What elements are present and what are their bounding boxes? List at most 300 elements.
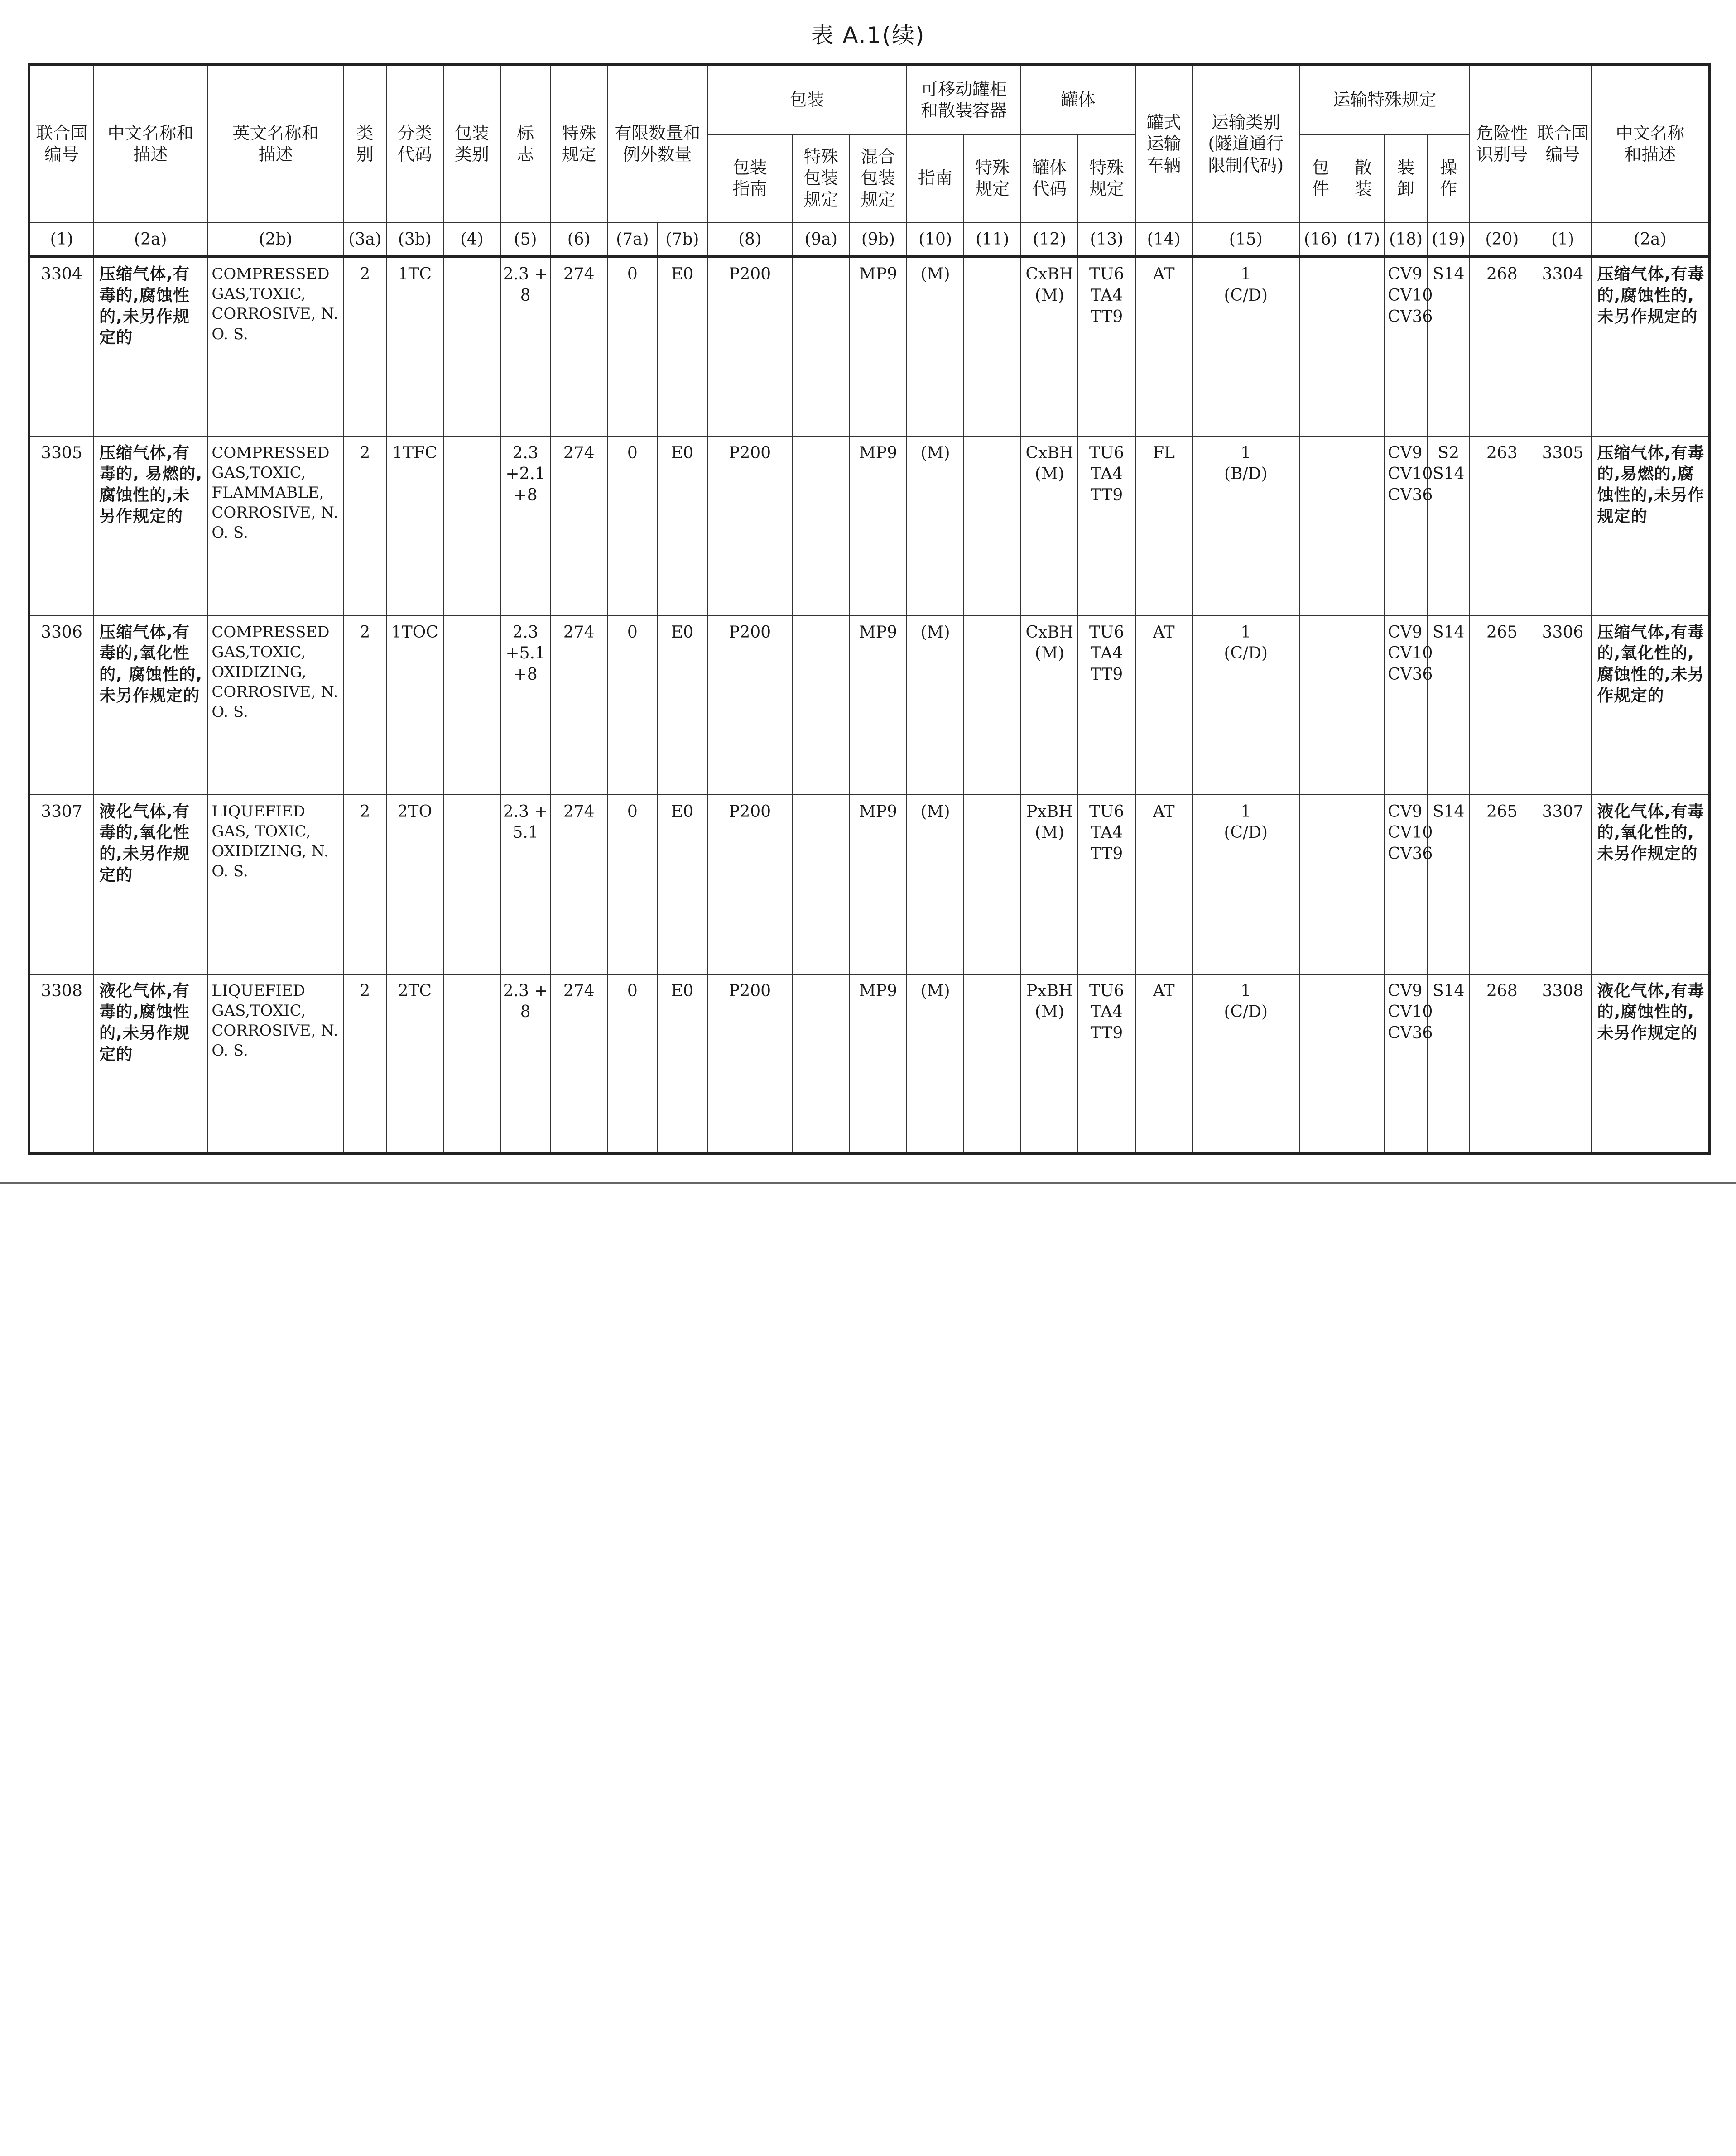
cell-text: 液化气体,有毒的,氧化性的,未另作规定的 (1597, 802, 1705, 864)
table-title: 表 A.1(续) (811, 22, 925, 48)
cell-name-en (207, 615, 343, 795)
column-number: (7b) (657, 222, 707, 257)
cell-mixed-packing (850, 974, 907, 1153)
cell-text: E0 (671, 981, 694, 1000)
cell-packing-instruction (707, 257, 793, 436)
cell-text: TU6 TA4 TT9 (1089, 443, 1125, 505)
page-divider (0, 1182, 1736, 1184)
cell-text: 2 (360, 443, 370, 462)
header-name-zh: 中文名称和 描述 (93, 65, 207, 222)
cell-un-number-end (1534, 436, 1591, 615)
cell-text: P200 (729, 981, 771, 1000)
dangerous-goods-table (28, 63, 1711, 1155)
cell-ts-loading (1385, 974, 1433, 1153)
cell-portable-instruction (907, 436, 964, 615)
cell-name-en (207, 795, 343, 974)
cell-text: TU6 TA4 TT9 (1089, 802, 1125, 864)
column-number: (1) (29, 222, 93, 257)
cell-ts-loading (1385, 436, 1433, 615)
cell-un-number-end (1534, 257, 1591, 436)
cell-ts-bulk (1342, 974, 1385, 1153)
cell-ts-loading (1385, 257, 1433, 436)
cell-special-provisions (550, 795, 607, 974)
cell-text: 1TFC (392, 443, 438, 462)
cell-text: 压缩气体,有毒的,易燃的,腐蚀性的,未另作规定的 (1597, 443, 1705, 526)
header-tank: 罐体 (1021, 65, 1135, 134)
cell-text: 压缩气体,有毒的,氧化性的, 腐蚀性的,未另作规定的 (99, 623, 203, 705)
cell-special-provisions (550, 615, 607, 795)
column-number: (2a) (93, 222, 207, 257)
cell-hazard-id (1470, 974, 1534, 1153)
header-transport-special: 运输特殊规定 (1299, 65, 1470, 134)
cell-limited-quantity (607, 257, 657, 436)
column-number: (2b) (207, 222, 343, 257)
cell-text: 274 (563, 981, 595, 1000)
header-class-code: 分类 代码 (386, 65, 443, 222)
cell-text: TU6 TA4 TT9 (1089, 623, 1125, 684)
cell-text: 2TO (397, 802, 433, 821)
cell-ts-packages (1299, 615, 1342, 795)
column-number: (6) (550, 222, 607, 257)
cell-limited-quantity (607, 974, 657, 1153)
cell-text: S14 (1432, 981, 1465, 1000)
cell-tank-vehicle (1135, 436, 1193, 615)
cell-text: (M) (920, 265, 950, 283)
header-transport-category: 运输类别 (隧道通行 限制代码) (1193, 65, 1299, 222)
cell-name-zh-end (1592, 615, 1710, 795)
cell-text: 3307 (1542, 802, 1584, 821)
cell-packing-instruction (707, 436, 793, 615)
cell-class-code (386, 257, 443, 436)
cell-name-zh-end (1592, 257, 1710, 436)
cell-text: (M) (920, 981, 950, 1000)
column-number-row (29, 222, 1710, 257)
cell-text: TU6 TA4 TT9 (1089, 981, 1125, 1043)
cell-portable-instruction (907, 974, 964, 1153)
cell-text: 2.3 + 5.1 (503, 802, 548, 842)
cell-text: P200 (729, 443, 771, 462)
cell-excepted-quantity (657, 974, 707, 1153)
cell-name-zh-end (1592, 974, 1710, 1153)
cell-portable-special (964, 974, 1021, 1153)
cell-ts-bulk (1342, 436, 1385, 615)
cell-text: E0 (671, 802, 694, 821)
cell-ts-loading (1385, 795, 1433, 974)
header-packaging: 包装 (707, 65, 907, 134)
cell-text: CV9 CV10 CV36 (1388, 443, 1433, 505)
header-limited-quantity: 有限数量和 例外数量 (607, 65, 707, 222)
cell-tank-vehicle (1135, 615, 1193, 795)
header-portable-instruction: 指南 (907, 134, 964, 222)
cell-text: E0 (671, 265, 694, 283)
cell-tank-special (1078, 257, 1135, 436)
cell-text: 0 (627, 981, 638, 1000)
cell-text: MP9 (859, 802, 897, 821)
cell-excepted-quantity (657, 436, 707, 615)
header-ts-loading: 装 卸 (1385, 134, 1427, 222)
cell-text: FL (1153, 443, 1175, 462)
cell-text: 274 (563, 623, 595, 642)
cell-text: S14 (1432, 802, 1465, 821)
cell-un-number-end (1534, 795, 1591, 974)
cell-portable-special (964, 795, 1021, 974)
header-portable-tanks: 可移动罐柜 和散装容器 (907, 65, 1021, 134)
cell-limited-quantity (607, 615, 657, 795)
cell-transport-category (1193, 974, 1299, 1153)
cell-name-en (207, 974, 343, 1153)
table-row (29, 795, 1710, 974)
column-number: (9a) (793, 222, 850, 257)
header-class: 类 别 (344, 65, 386, 222)
cell-tank-code (1021, 615, 1078, 795)
table-row (29, 615, 1710, 795)
cell-portable-instruction (907, 795, 964, 974)
cell-packing-group (443, 615, 500, 795)
cell-class-code (386, 615, 443, 795)
cell-tank-code (1021, 436, 1078, 615)
cell-text: 压缩气体,有毒的,腐蚀性的,未另作规定的 (1597, 265, 1705, 326)
cell-text: COMPRESSED GAS,TOXIC, CORROSIVE, N. O. S. (212, 265, 338, 343)
column-number: (4) (443, 222, 500, 257)
cell-special-provisions (550, 436, 607, 615)
cell-text: CV9 CV10 CV36 (1388, 623, 1433, 684)
column-number: (15) (1193, 222, 1299, 257)
header-packing-instruction: 包装 指南 (707, 134, 793, 222)
cell-text: 0 (627, 802, 638, 821)
cell-text: 1 (C/D) (1224, 623, 1268, 663)
cell-text: 2TC (398, 981, 432, 1000)
cell-text: 3307 (41, 802, 82, 821)
cell-portable-special (964, 257, 1021, 436)
column-number: (18) (1385, 222, 1427, 257)
cell-text: CxBH (M) (1025, 443, 1074, 484)
cell-name-zh (93, 795, 207, 974)
cell-packing-instruction (707, 795, 793, 974)
column-number: (19) (1427, 222, 1470, 257)
cell-packing-group (443, 436, 500, 615)
cell-text: COMPRESSED GAS,TOXIC, OXIDIZING, CORROSIVE, N. O. S. (212, 623, 338, 721)
cell-text: MP9 (859, 981, 897, 1000)
column-number: (20) (1470, 222, 1534, 257)
cell-text: (M) (920, 802, 950, 821)
cell-portable-instruction (907, 615, 964, 795)
cell-ts-operation (1427, 257, 1470, 436)
header-tank-vehicle: 罐式 运输 车辆 (1135, 65, 1193, 222)
cell-text: S2 S14 (1432, 443, 1465, 484)
cell-text: 265 (1486, 623, 1518, 642)
cell-text: 压缩气体,有毒的,氧化性的,腐蚀性的,未另作规定的 (1597, 623, 1705, 705)
cell-text: 2.3 +2.1 +8 (505, 443, 545, 505)
cell-text: AT (1153, 981, 1175, 1000)
column-number: (9b) (850, 222, 907, 257)
cell-labels (500, 615, 550, 795)
cell-packing-group (443, 795, 500, 974)
cell-text: PxBH (M) (1026, 802, 1073, 842)
cell-ts-packages (1299, 795, 1342, 974)
cell-text: 1 (C/D) (1224, 802, 1268, 842)
cell-special-provisions (550, 974, 607, 1153)
cell-text: 2.3 + 8 (503, 265, 548, 305)
cell-excepted-quantity (657, 615, 707, 795)
cell-transport-category (1193, 795, 1299, 974)
cell-class (344, 257, 386, 436)
cell-text: CxBH (M) (1025, 623, 1074, 663)
header-portable-special: 特殊 规定 (964, 134, 1021, 222)
cell-mixed-packing (850, 615, 907, 795)
cell-text: 3305 (1542, 443, 1584, 462)
cell-labels (500, 257, 550, 436)
cell-packing-instruction (707, 615, 793, 795)
cell-text: 2.3 + 8 (503, 981, 548, 1022)
cell-text: MP9 (859, 265, 897, 283)
header-tank-special: 特殊 规定 (1078, 134, 1135, 222)
cell-ts-operation (1427, 436, 1470, 615)
cell-text: CV9 CV10 CV36 (1388, 802, 1433, 864)
cell-un-number (29, 974, 93, 1153)
cell-class (344, 974, 386, 1153)
column-number: (3a) (344, 222, 386, 257)
cell-text: S14 (1432, 265, 1465, 283)
cell-hazard-id (1470, 615, 1534, 795)
cell-text: 3304 (1542, 265, 1584, 283)
cell-hazard-id (1470, 436, 1534, 615)
cell-text: 液化气体,有毒的,氧化性的,未另作规定的 (99, 802, 190, 884)
cell-text: CV9 CV10 CV36 (1388, 265, 1433, 326)
cell-hazard-id (1470, 257, 1534, 436)
cell-text: (M) (920, 443, 950, 462)
cell-name-zh (93, 257, 207, 436)
cell-text: LIQUEFIED GAS, TOXIC, OXIDIZING, N. O. S. (212, 802, 329, 881)
cell-text: 2.3 +5.1 +8 (505, 623, 545, 684)
cell-text: 液化气体,有毒的,腐蚀性的,未另作规定的 (1597, 981, 1705, 1043)
cell-class-code (386, 974, 443, 1153)
header-hazard-id: 危险性 识别号 (1470, 65, 1534, 222)
table-row (29, 436, 1710, 615)
cell-name-zh (93, 615, 207, 795)
cell-tank-special (1078, 974, 1135, 1153)
cell-tank-code (1021, 795, 1078, 974)
cell-text: 268 (1486, 981, 1518, 1000)
cell-text: 3304 (41, 265, 82, 283)
cell-text: E0 (671, 623, 694, 642)
cell-text: AT (1153, 802, 1175, 821)
column-number: (13) (1078, 222, 1135, 257)
cell-tank-vehicle (1135, 257, 1193, 436)
cell-text: 0 (627, 623, 638, 642)
column-number: (16) (1299, 222, 1342, 257)
cell-ts-bulk (1342, 795, 1385, 974)
cell-un-number-end (1534, 974, 1591, 1153)
column-number: (2a) (1592, 222, 1710, 257)
cell-text: 1 (C/D) (1224, 265, 1268, 305)
cell-tank-vehicle (1135, 795, 1193, 974)
column-number: (3b) (386, 222, 443, 257)
cell-text: LIQUEFIED GAS,TOXIC, CORROSIVE, N. O. S. (212, 981, 338, 1060)
cell-tank-code (1021, 257, 1078, 436)
cell-text: P200 (729, 623, 771, 642)
cell-special-packing (793, 974, 850, 1153)
cell-text: MP9 (859, 623, 897, 642)
cell-text: 2 (360, 981, 370, 1000)
cell-labels (500, 795, 550, 974)
header-name-zh-end: 中文名称 和描述 (1592, 65, 1710, 222)
cell-hazard-id (1470, 795, 1534, 974)
cell-name-zh (93, 974, 207, 1153)
cell-text: 1TOC (391, 623, 438, 642)
cell-packing-instruction (707, 974, 793, 1153)
header-packing-group: 包装 类别 (443, 65, 500, 222)
cell-special-packing (793, 615, 850, 795)
cell-tank-code (1021, 974, 1078, 1153)
cell-text: 3306 (41, 623, 82, 642)
cell-class-code (386, 436, 443, 615)
cell-text: MP9 (859, 443, 897, 462)
cell-text: 1TC (398, 265, 432, 283)
cell-excepted-quantity (657, 257, 707, 436)
cell-portable-instruction (907, 257, 964, 436)
cell-ts-operation (1427, 795, 1470, 974)
cell-text: P200 (729, 265, 771, 283)
table-row (29, 257, 1710, 436)
cell-special-packing (793, 436, 850, 615)
cell-text: 0 (627, 265, 638, 283)
cell-text: P200 (729, 802, 771, 821)
cell-special-provisions (550, 257, 607, 436)
cell-limited-quantity (607, 795, 657, 974)
column-number: (7a) (607, 222, 657, 257)
cell-un-number (29, 795, 93, 974)
cell-special-packing (793, 795, 850, 974)
cell-limited-quantity (607, 436, 657, 615)
column-number: (10) (907, 222, 964, 257)
cell-un-number (29, 615, 93, 795)
cell-un-number (29, 257, 93, 436)
cell-transport-category (1193, 615, 1299, 795)
column-number: (1) (1534, 222, 1591, 257)
cell-text: 1 (C/D) (1224, 981, 1268, 1022)
cell-portable-special (964, 615, 1021, 795)
cell-transport-category (1193, 436, 1299, 615)
table-row (29, 974, 1710, 1153)
header-un-no: 联合国 编号 (29, 65, 93, 222)
cell-portable-special (964, 436, 1021, 615)
header-ts-bulk: 散 装 (1342, 134, 1385, 222)
cell-name-en (207, 257, 343, 436)
cell-class-code (386, 795, 443, 974)
cell-class (344, 436, 386, 615)
cell-text: COMPRESSED GAS,TOXIC, FLAMMABLE, CORROSIVE, N. O. S. (212, 443, 338, 542)
cell-text: 274 (563, 265, 595, 283)
cell-tank-special (1078, 436, 1135, 615)
cell-name-zh-end (1592, 436, 1710, 615)
cell-text: 265 (1486, 802, 1518, 821)
cell-mixed-packing (850, 436, 907, 615)
cell-special-packing (793, 257, 850, 436)
cell-text: PxBH (M) (1026, 981, 1073, 1022)
cell-ts-packages (1299, 974, 1342, 1153)
cell-text: 3306 (1542, 623, 1584, 642)
cell-text: 1 (B/D) (1224, 443, 1268, 484)
cell-ts-bulk (1342, 615, 1385, 795)
cell-text: 压缩气体,有毒的,腐蚀性的,未另作规定的 (99, 265, 190, 347)
header-special-provisions: 特殊 规定 (550, 65, 607, 222)
cell-text: 2 (360, 802, 370, 821)
header-labels: 标 志 (500, 65, 550, 222)
header-mixed-packing: 混合 包装 规定 (850, 134, 907, 222)
cell-ts-packages (1299, 257, 1342, 436)
header-ts-operation: 操 作 (1427, 134, 1470, 222)
cell-tank-special (1078, 795, 1135, 974)
cell-text: 0 (627, 443, 638, 462)
cell-un-number-end (1534, 615, 1591, 795)
column-number: (8) (707, 222, 793, 257)
cell-transport-category (1193, 257, 1299, 436)
cell-ts-loading (1385, 615, 1433, 795)
header-tank-code: 罐体 代码 (1021, 134, 1078, 222)
column-number: (11) (964, 222, 1021, 257)
table-body (29, 257, 1710, 1153)
cell-text: CxBH (M) (1025, 265, 1074, 305)
header-special-packing: 特殊 包装 规定 (793, 134, 850, 222)
cell-text: 3308 (1542, 981, 1584, 1000)
cell-name-zh (93, 436, 207, 615)
cell-text: 压缩气体,有毒的, 易燃的, 腐蚀性的,未另作规定的 (99, 443, 203, 526)
cell-ts-packages (1299, 436, 1342, 615)
header-un-no-end: 联合国 编号 (1534, 65, 1591, 222)
cell-text: 3305 (41, 443, 82, 462)
cell-tank-special (1078, 615, 1135, 795)
cell-name-zh-end (1592, 795, 1710, 974)
cell-labels (500, 974, 550, 1153)
cell-text: TU6 TA4 TT9 (1089, 265, 1125, 326)
cell-class (344, 795, 386, 974)
cell-text: (M) (920, 623, 950, 642)
cell-text: 274 (563, 443, 595, 462)
cell-text: 液化气体,有毒的,腐蚀性的,未另作规定的 (99, 981, 190, 1064)
cell-un-number (29, 436, 93, 615)
cell-class (344, 615, 386, 795)
cell-text: 3308 (41, 981, 82, 1000)
cell-ts-operation (1427, 615, 1470, 795)
cell-mixed-packing (850, 257, 907, 436)
cell-ts-bulk (1342, 257, 1385, 436)
cell-text: 2 (360, 623, 370, 642)
cell-text: CV9 CV10 CV36 (1388, 981, 1433, 1043)
cell-name-en (207, 436, 343, 615)
cell-text: 274 (563, 802, 595, 821)
cell-text: 268 (1486, 265, 1518, 283)
cell-text: AT (1153, 623, 1175, 642)
header-name-en: 英文名称和 描述 (207, 65, 343, 222)
column-number: (14) (1135, 222, 1193, 257)
cell-text: 2 (360, 265, 370, 283)
column-number: (5) (500, 222, 550, 257)
cell-text: 263 (1486, 443, 1518, 462)
cell-labels (500, 436, 550, 615)
header-ts-packages: 包 件 (1299, 134, 1342, 222)
cell-packing-group (443, 974, 500, 1153)
cell-text: S14 (1432, 623, 1465, 642)
cell-excepted-quantity (657, 795, 707, 974)
cell-packing-group (443, 257, 500, 436)
cell-text: AT (1153, 265, 1175, 283)
cell-ts-operation (1427, 974, 1470, 1153)
column-number: (12) (1021, 222, 1078, 257)
cell-tank-vehicle (1135, 974, 1193, 1153)
cell-text: E0 (671, 443, 694, 462)
column-number: (17) (1342, 222, 1385, 257)
cell-mixed-packing (850, 795, 907, 974)
